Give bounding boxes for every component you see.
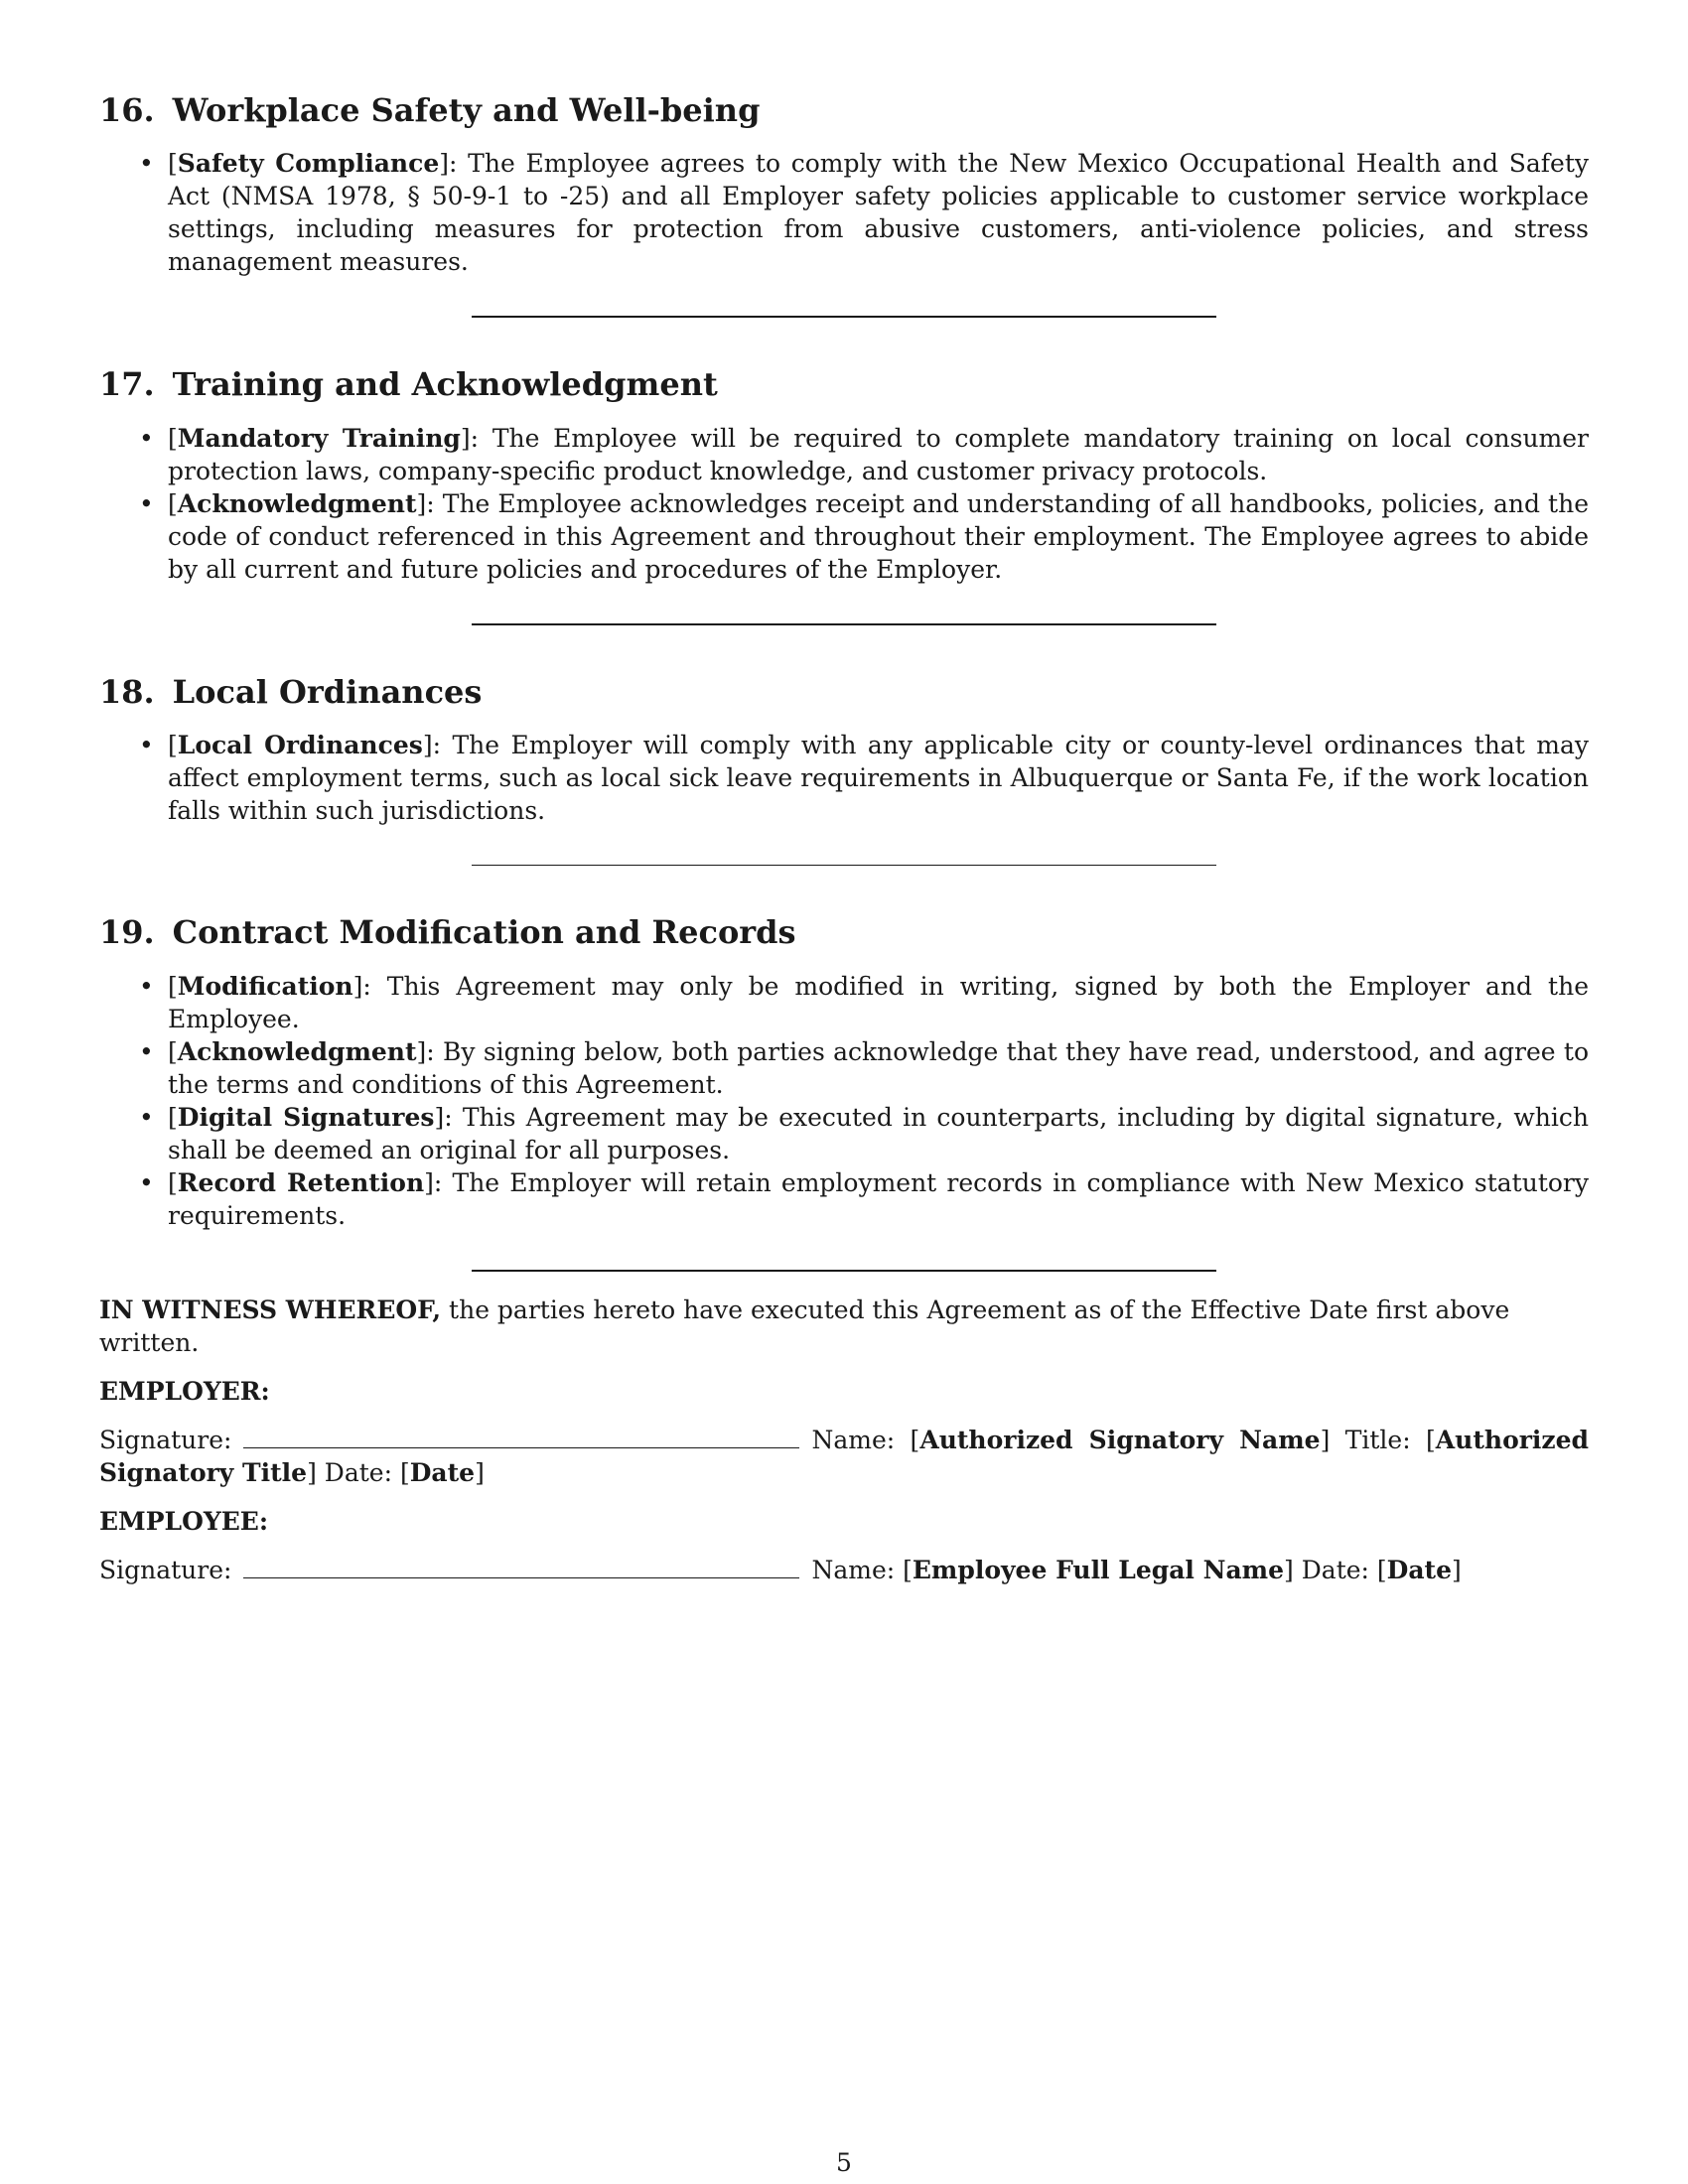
- clause-text: : The Employer will comply with any applicable city or county-level ordinances that may affect employment terms, such as local sick leave requirements in Albuquerque or Santa Fe, if the work location falls within such jurisdictions.: [168, 731, 1589, 826]
- signature-label: Signature:: [99, 1425, 232, 1454]
- witness-lead: IN WITNESS WHEREOF,: [99, 1295, 442, 1324]
- section-title: Local Ordinances: [172, 672, 483, 711]
- clause-text: : The Employee acknowledges receipt and understanding of all handbooks, policies, and the code of conduct referenced in this Agreement and throughout their employment. The Employee agrees to abide by all current and future policies and procedures of the Employer.: [168, 488, 1589, 584]
- section-divider: [472, 316, 1216, 318]
- clause-label: Record Retention: [177, 1167, 425, 1197]
- clause-list: [99, 422, 1589, 586]
- clause-item: • [Safety Compliance]: The Employee agrees to comply with the New Mexico Occupational Health and Safety Act (NMSA 1978, § 50-9-1 to -25) and all Employer safety policies applicable to customer service workplace settings, including measures for protection from abusive customers, anti-violence policies, and stress management measures.: [168, 147, 1589, 278]
- employer-date-value: Date: [409, 1457, 476, 1487]
- date-label: Date:: [1301, 1555, 1369, 1584]
- clause-label: Safety Compliance: [177, 149, 440, 179]
- clause-label: Acknowledgment: [177, 488, 417, 518]
- employer-name-value: Authorized Signatory Name: [919, 1425, 1321, 1454]
- section-17: [99, 365, 1589, 624]
- clause-item: • [Digital Signatures]: This Agreement may be executed in counterparts, including by digital signature, which shall be deemed an original for all purposes.: [168, 1101, 1589, 1166]
- clause-text: : The Employee agrees to comply with the New Mexico Occupational Health and Safety Act (NMSA 1978, § 50-9-1 to -25) and all Employer safety policies applicable to customer service workplace settings, including measures for protection from abusive customers, anti-violence policies, and stress management measures.: [168, 149, 1589, 277]
- clause-item: • [Record Retention]: The Employer will retain employment records in compliance with New Mexico statutory requirements.: [168, 1166, 1589, 1232]
- page-number: 5: [836, 2148, 852, 2177]
- clause-text: : This Agreement may only be modified in writing, signed by both the Employer and the Employee.: [168, 971, 1589, 1033]
- section-heading: [99, 365, 1589, 403]
- document-page: [99, 91, 1589, 1586]
- employee-signature-block: Signature: Name: [Employee Full Legal Name] Date: [Date]: [99, 1555, 1462, 1584]
- employee-date-value: Date: [1386, 1555, 1453, 1584]
- employer-signature-field[interactable]: [243, 1426, 799, 1448]
- clause-label: Local Ordinances: [177, 731, 423, 760]
- section-19: [99, 913, 1589, 1271]
- witness-text: the parties hereto have executed this Agreement as of the Effective Date first above written.: [99, 1295, 1510, 1357]
- section-divider: [472, 623, 1216, 625]
- clause-item: • [Modification]: This Agreement may only be modified in writing, signed by both the Employer and the Employee.: [168, 970, 1589, 1035]
- clause-text: : This Agreement may be executed in counterparts, including by digital signature, which shall be deemed an original for all purposes.: [168, 1102, 1589, 1164]
- employee-label: EMPLOYEE:: [99, 1506, 269, 1536]
- section-number: 16.: [99, 91, 155, 129]
- clause-item: • [Acknowledgment]: By signing below, both parties acknowledge that they have read, understood, and agree to the terms and conditions of this Agreement.: [168, 1035, 1589, 1101]
- section-heading: [99, 673, 1589, 711]
- employer-title-value: Authorized Signatory Title: [99, 1425, 1590, 1487]
- section-number: 18.: [99, 672, 155, 711]
- clause-label: Mandatory Training: [177, 423, 461, 453]
- section-divider: [472, 865, 1216, 866]
- employer-label: EMPLOYER:: [99, 1376, 270, 1406]
- section-title: Contract Modification and Records: [172, 913, 796, 952]
- clause-list: [99, 970, 1589, 1232]
- clause-text: : The Employer will retain employment records in compliance with New Mexico statutory requirements.: [168, 1167, 1589, 1230]
- section-16: [99, 91, 1589, 318]
- employee-name-value: Employee Full Legal Name: [912, 1555, 1285, 1584]
- section-title: Workplace Safety and Well-being: [172, 91, 761, 129]
- section-heading: [99, 913, 1589, 951]
- date-label: Date:: [324, 1457, 393, 1487]
- employee-signature-field[interactable]: [243, 1556, 799, 1578]
- witness-statement: [99, 1294, 1589, 1359]
- section-heading: [99, 91, 1589, 129]
- section-divider: [472, 1270, 1216, 1272]
- clause-text: : By signing below, both parties acknowledge that they have read, understood, and agree to the terms and conditions of this Agreement.: [168, 1036, 1589, 1099]
- clause-list: [99, 729, 1589, 827]
- title-label: Title:: [1344, 1425, 1411, 1454]
- section-title: Training and Acknowledgment: [172, 365, 718, 404]
- name-label: Name:: [811, 1425, 896, 1454]
- clause-label: Acknowledgment: [177, 1036, 417, 1066]
- clause-label: Modification: [177, 971, 353, 1001]
- section-number: 17.: [99, 365, 155, 404]
- section-18: [99, 673, 1589, 866]
- clause-item: • [Mandatory Training]: The Employee will be required to complete mandatory training on local consumer protection laws, company-specific product knowledge, and customer privacy protocols.: [168, 422, 1589, 487]
- clause-text: : The Employee will be required to complete mandatory training on local consumer protection laws, company-specific product knowledge, and customer privacy protocols.: [168, 423, 1589, 485]
- signature-label: Signature:: [99, 1555, 232, 1584]
- name-label: Name:: [811, 1555, 896, 1584]
- employer-signature-block: Signature: Name: [Authorized Signatory Name] Title: [Authorized Signatory Title] Date: [Date]: [99, 1425, 1590, 1487]
- clause-item: • [Acknowledgment]: The Employee acknowledges receipt and understanding of all handbooks, policies, and the code of conduct referenced in this Agreement and throughout their employment. The Employee agrees to abide by all current and future policies and procedures of the Employer.: [168, 487, 1589, 586]
- clause-label: Digital Signatures: [177, 1102, 435, 1132]
- clause-item: • [Local Ordinances]: The Employer will comply with any applicable city or county-level ordinances that may affect employment terms, such as local sick leave requirements in Albuquerque or Santa Fe, if the work location falls within such jurisdictions.: [168, 729, 1589, 827]
- section-number: 19.: [99, 913, 155, 952]
- clause-list: [99, 147, 1589, 278]
